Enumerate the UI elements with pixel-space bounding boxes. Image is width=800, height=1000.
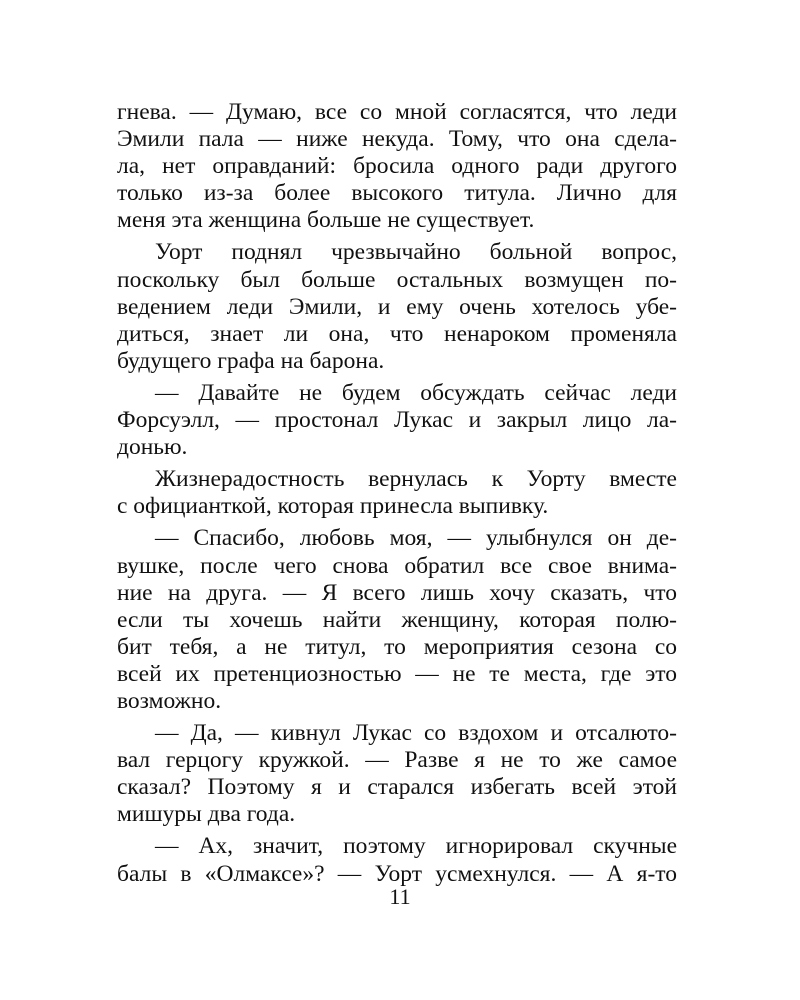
- text-line: ние на друга. — Я всего лишь хочу сказать, что: [117, 579, 677, 606]
- text-line: меня эта женщина больше не существует.: [117, 207, 535, 234]
- text-line: Форсуэлл, — простонал Лукас и закрыл лицо ла-: [117, 407, 677, 434]
- paragraph: [117, 720, 677, 828]
- text-line: с официанткой, которая принесла выпивку.: [117, 493, 549, 520]
- paragraph: [117, 833, 677, 887]
- text-line: гнева. — Думаю, все со мной согласятся, что леди: [117, 99, 677, 125]
- text-line: донью.: [117, 434, 188, 461]
- text-line: — Спасибо, любовь моя, — улыбнулся он де-: [155, 525, 677, 552]
- text-line: только из-за более высокого титула. Лично для: [117, 180, 677, 207]
- paragraph: [117, 239, 677, 374]
- text-line: — Давайте не будем обсуждать сейчас леди: [155, 379, 677, 406]
- text-line: балы в «Олмаксе»? — Уорт усмехнулся. — А я-то: [117, 860, 677, 887]
- paragraph: [117, 466, 677, 520]
- text-line: диться, знает ли она, что ненароком променяла: [117, 320, 677, 347]
- body-text: [117, 99, 677, 888]
- text-line: вушке, после чего снова обратил все свое внима-: [117, 552, 677, 579]
- text-line: Уорт поднял чрезвычайно больной вопрос,: [155, 239, 677, 266]
- text-line: если ты хочешь найти женщину, которая полю-: [117, 606, 677, 633]
- text-line: всей их претенциозностью — не те места, где это: [117, 660, 677, 687]
- text-line: сказал? Поэтому я и старался избегать всей этой: [117, 774, 677, 801]
- text-line: ла, нет оправданий: бросила одного ради другого: [117, 153, 677, 180]
- text-line: Жизнерадостность вернулась к Уорту вместе: [155, 466, 677, 493]
- text-line: бит тебя, а не титул, то мероприятия сезона со: [117, 633, 677, 660]
- text-line: мишуры два года.: [117, 801, 296, 828]
- text-line: Эмили пала — ниже некуда. Тому, что она сдела-: [117, 126, 677, 153]
- text-line: поскольку был больше остальных возмущен по-: [117, 266, 677, 293]
- text-line: вал герцогу кружкой. — Разве я не то же самое: [117, 747, 677, 774]
- text-line: — Ах, значит, поэтому игнорировал скучные: [155, 833, 677, 860]
- text-line: — Да, — кивнул Лукас со вздохом и отсалюто-: [155, 720, 677, 747]
- text-line: возможно.: [117, 687, 222, 714]
- text-line: ведением леди Эмили, и ему очень хотелось убе-: [117, 293, 677, 320]
- page-number: 11: [389, 884, 411, 909]
- paragraph: [117, 99, 677, 234]
- paragraph: [117, 525, 677, 715]
- text-line: будущего графа на барона.: [117, 347, 385, 374]
- paragraph: [117, 380, 677, 461]
